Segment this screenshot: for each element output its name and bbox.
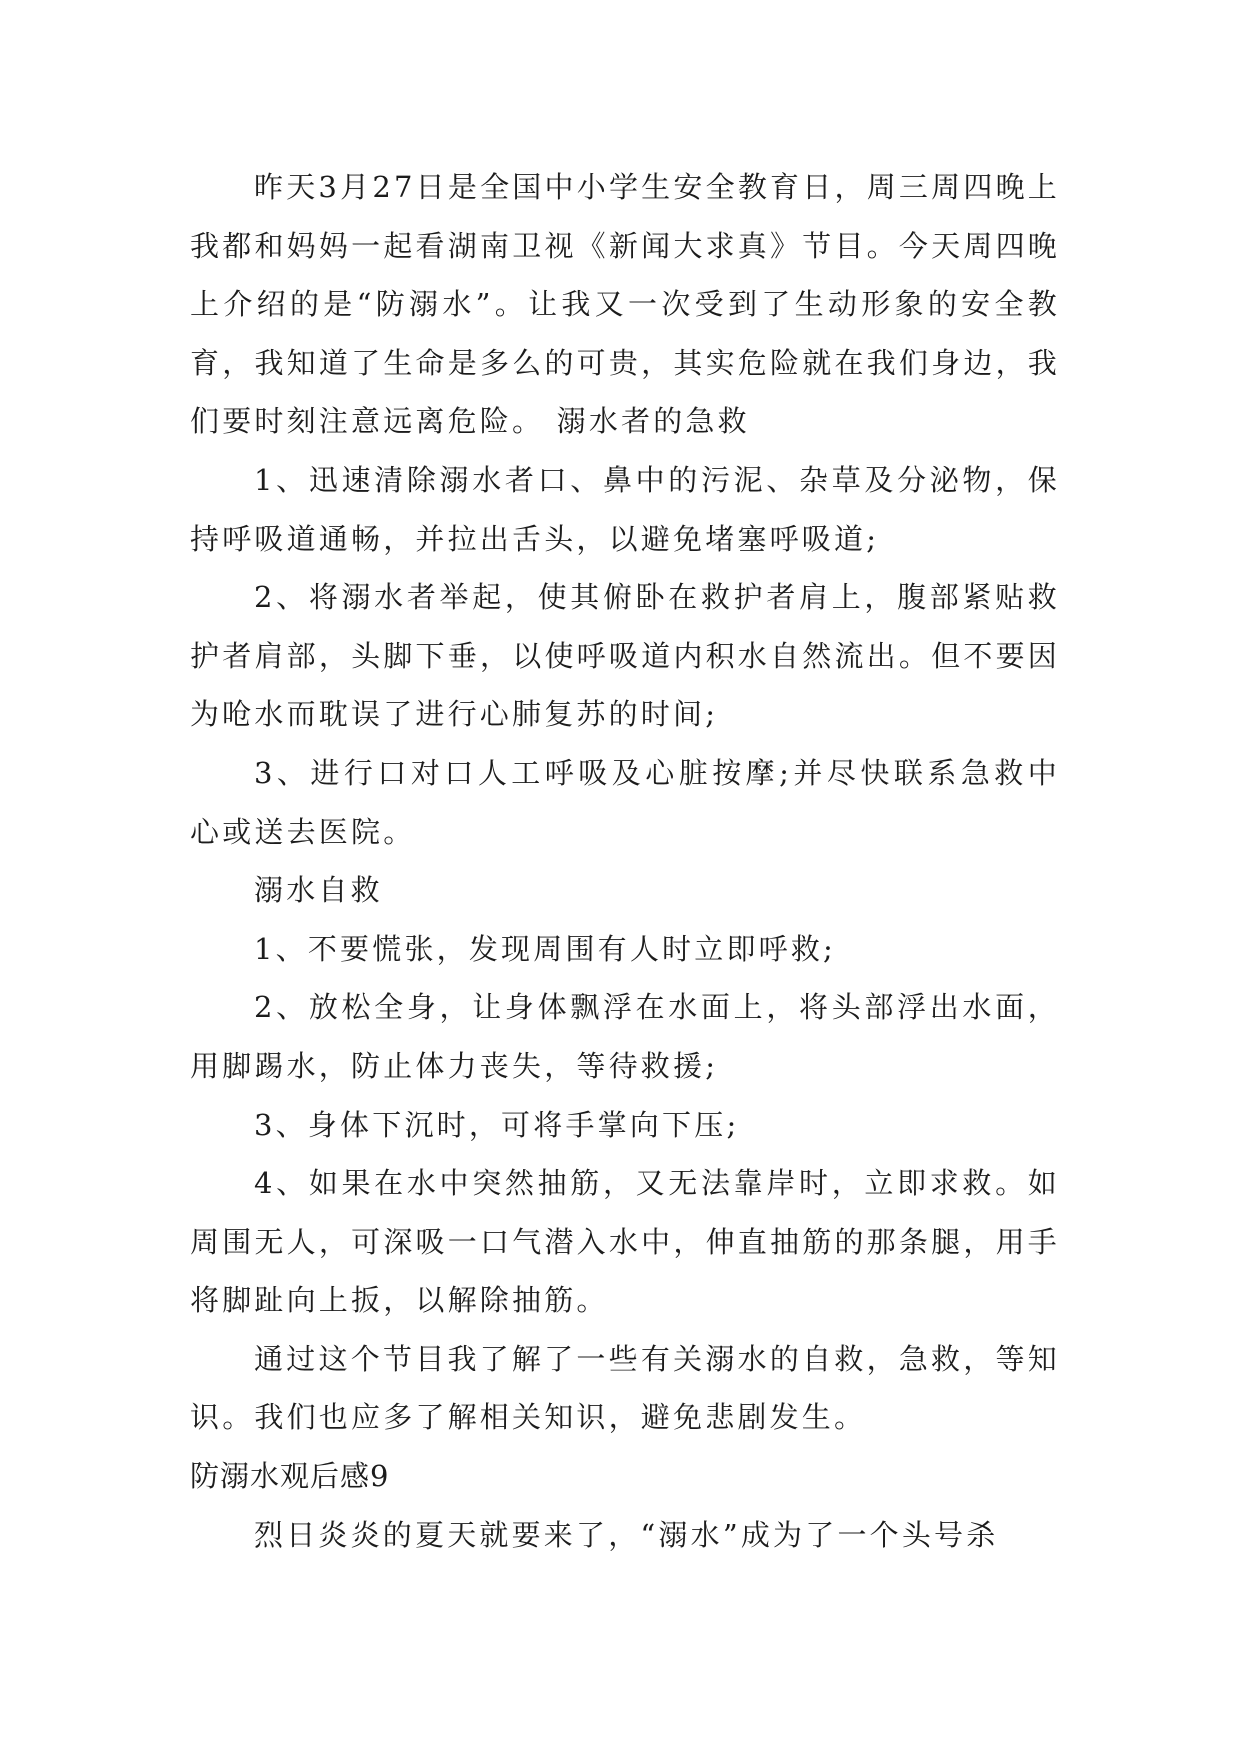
section-title: 防溺水观后感9 <box>190 1459 390 1494</box>
paragraph-next-essay-start: 烈日炎炎的夏天就要来了，“溺水”成为了一个头号杀 <box>254 1517 999 1552</box>
paragraph-self-rescue-step-4: 4、如果在水中突然抽筋，又无法靠岸时，立即求救。如周围无人，可深吸一口气潜入水中，伸直抽筋的那条腿，用手将脚趾向上扳，以解除抽筋。 <box>190 1166 1060 1318</box>
paragraph-self-rescue-step-2: 2、放松全身，让身体飘浮在水面上，将头部浮出水面，用脚踢水，防止体力丧失，等待救援; <box>190 990 1060 1083</box>
paragraph-self-rescue-step-1: 1、不要慌张，发现周围有人时立即呼救; <box>254 931 837 966</box>
paragraph-intro: 昨天3月27日是全国中小学生安全教育日，周三周四晚上我都和妈妈一起看湖南卫视《新闻大求真》节目。今天周四晚上介绍的是“防溺水”。让我又一次受到了生动形象的安全教育，我知道了生命是多么的可贵，其实危险就在我们身边，我们要时刻注意远离危险。 溺水者的急救 <box>190 170 1060 439</box>
paragraph-conclusion: 通过这个节目我了解了一些有关溺水的自救，急救，等知识。我们也应多了解相关知识，避免悲剧发生。 <box>190 1341 1060 1435</box>
document-body <box>190 158 1060 1564</box>
paragraph-rescue-step-1: 1、迅速清除溺水者口、鼻中的污泥、杂草及分泌物，保持呼吸道通畅，并拉出舌头，以避免堵塞呼吸道; <box>190 462 1060 556</box>
paragraph-rescue-step-2: 2、将溺水者举起，使其俯卧在救护者肩上，腹部紧贴救护者肩部，头脚下垂，以使呼吸道内积水自然流出。但不要因为呛水而耽误了进行心肺复苏的时间; <box>190 580 1060 732</box>
paragraph-self-rescue-step-3: 3、身体下沉时，可将手掌向下压; <box>254 1107 740 1142</box>
paragraph-rescue-step-3: 3、进行口对口人工呼吸及心脏按摩;并尽快联系急救中心或送去医院。 <box>190 755 1060 849</box>
subheading-self-rescue: 溺水自救 <box>254 873 383 908</box>
